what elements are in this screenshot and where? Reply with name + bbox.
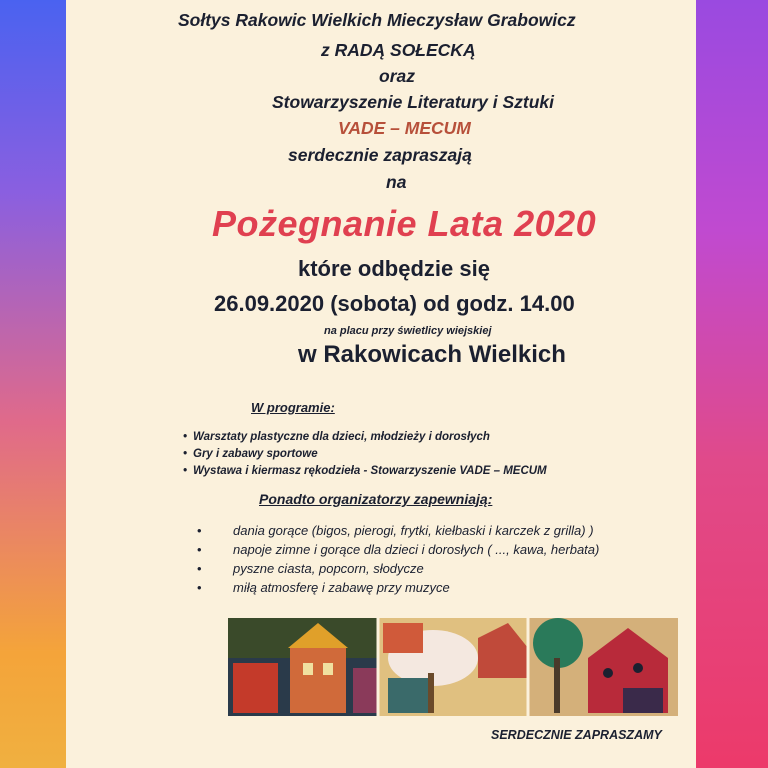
bullet-icon: • xyxy=(197,542,202,557)
bullet-icon: • xyxy=(183,448,188,460)
list-item: • pyszne ciasta, popcorn, słodycze xyxy=(197,561,424,576)
list-item: • dania gorące (bigos, pierogi, frytki, kiełbaski i karczek z grilla) ) xyxy=(197,523,594,538)
poster xyxy=(66,0,696,768)
program-heading: W programie: xyxy=(251,400,335,415)
list-item: • Wystawa i kiermasz rękodzieła - Stowarzyszenie VADE – MECUM xyxy=(183,463,547,480)
gradient-border-left xyxy=(0,0,66,768)
header-line-council: z RADĄ SOŁECKĄ xyxy=(321,40,476,60)
bullet-icon: • xyxy=(183,465,188,477)
event-date: 26.09.2020 (sobota) od godz. 14.00 xyxy=(214,291,575,316)
bullet-icon: • xyxy=(197,561,202,576)
provisions-list xyxy=(197,521,599,597)
event-subtitle: które odbędzie się xyxy=(298,256,490,281)
header-line-vade-mecum: VADE – MECUM xyxy=(338,118,471,138)
program-list xyxy=(183,429,547,480)
list-item: • Gry i zabawy sportowe xyxy=(183,446,547,463)
header-line-and: oraz xyxy=(379,66,415,86)
event-place: na placu przy świetlicy wiejskiej xyxy=(324,325,492,337)
event-title: Pożegnanie Lata 2020 xyxy=(212,203,597,244)
event-town: w Rakowicach Wielkich xyxy=(298,341,566,368)
header-line-organizer: Sołtys Rakowic Wielkich Mieczysław Grabowicz xyxy=(178,10,576,30)
gradient-border-right xyxy=(696,0,768,768)
closing-invitation: SERDECZNIE ZAPRASZAMY xyxy=(491,728,662,742)
header-line-to: na xyxy=(386,172,407,192)
list-item: • napoje zimne i gorące dla dzieci i dorosłych ( ..., kawa, herbata) xyxy=(197,542,600,557)
header-line-invite: serdecznie zapraszają xyxy=(288,145,472,165)
bullet-icon: • xyxy=(197,580,202,595)
header-line-association: Stowarzyszenie Literatury i Sztuki xyxy=(272,92,555,112)
list-item: • Warsztaty plastyczne dla dzieci, młodzieży i dorosłych xyxy=(183,429,547,446)
bullet-icon: • xyxy=(197,523,202,538)
painting-image xyxy=(228,618,678,716)
bullet-icon: • xyxy=(183,431,188,443)
list-item: • miłą atmosferę i zabawę przy muzyce xyxy=(197,580,450,595)
provisions-heading: Ponadto organizatorzy zapewniają: xyxy=(259,491,493,507)
